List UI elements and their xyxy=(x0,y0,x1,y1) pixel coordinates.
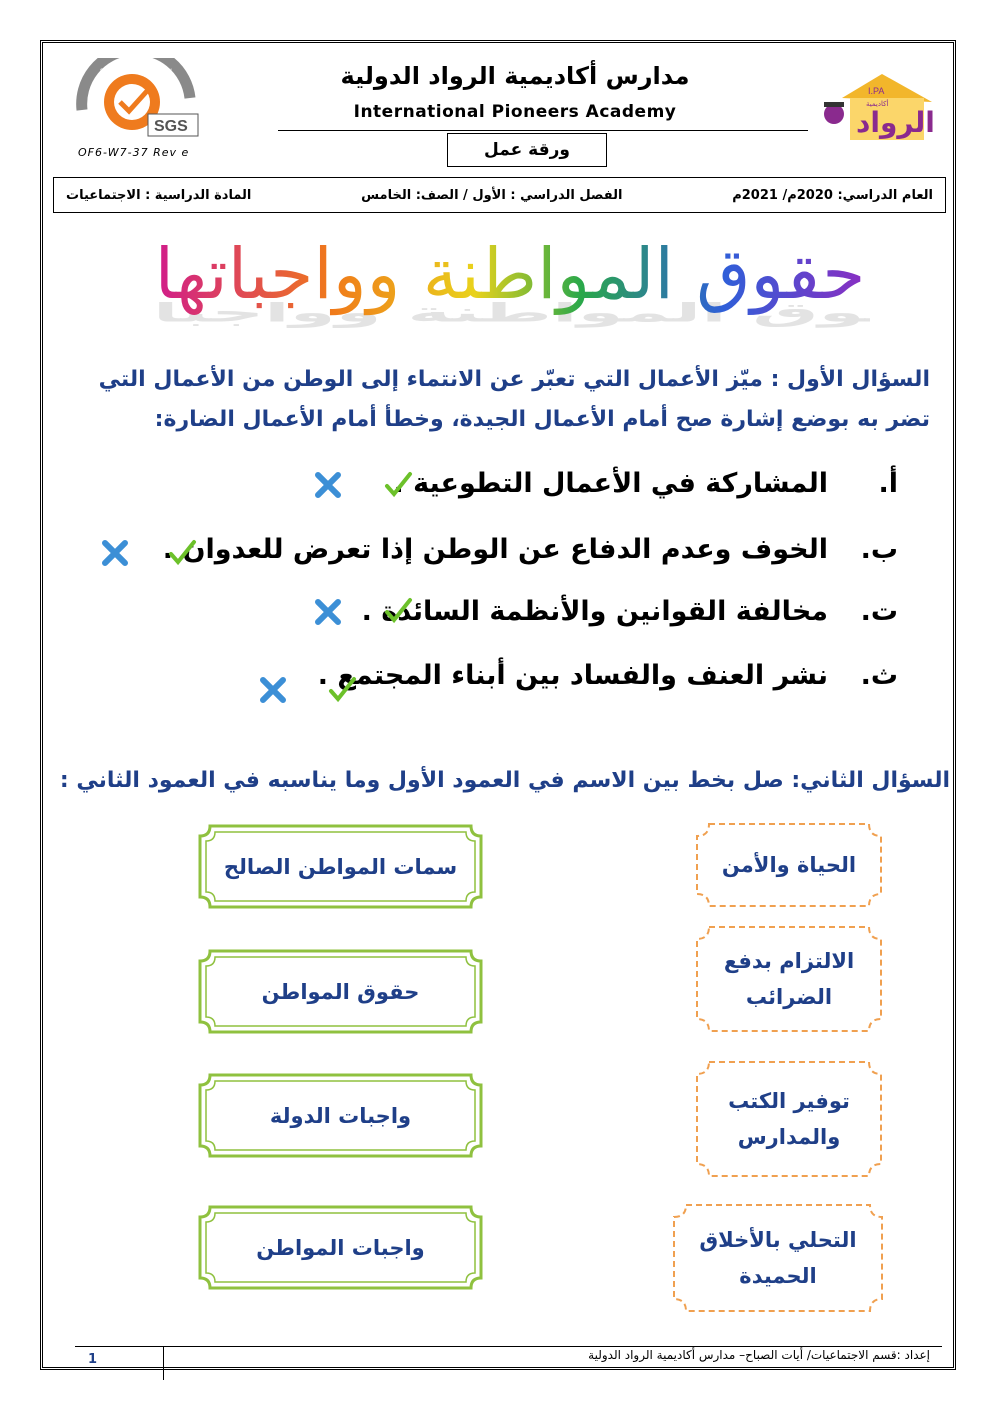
check-icon[interactable] xyxy=(383,596,413,626)
certification-logo xyxy=(72,58,202,143)
match-left-label: واجبات المواطن xyxy=(256,1235,425,1260)
q1-item-letter: ت. xyxy=(860,596,898,627)
q1-item-text: المشاركة في الأعمال التطوعية . xyxy=(393,468,828,499)
page-number: 1 xyxy=(88,1352,98,1367)
q1-item-letter: ب. xyxy=(860,534,898,565)
match-left-box[interactable] xyxy=(198,949,483,1034)
q1-item-letter: أ. xyxy=(878,468,898,499)
document-code: OF6-W7-37 Rev e xyxy=(78,146,190,159)
cert-logo-label: SGS xyxy=(154,118,188,135)
q1-item-a xyxy=(393,468,898,499)
q1-item-text: نشر العنف والفساد بين أبناء المجتمع . xyxy=(317,660,828,691)
cross-icon[interactable] xyxy=(258,675,288,705)
footer-divider xyxy=(75,1346,942,1347)
match-left-box[interactable] xyxy=(198,1205,483,1290)
question-2-text: السؤال الثاني: صل بخط بين الاسم في العمود الأول وما يناسبه في العمود الثاني : xyxy=(59,768,950,793)
match-right-label: التحلي بالأخلاق الحميدة xyxy=(699,1228,857,1288)
match-right-box[interactable] xyxy=(695,925,883,1033)
q1-item-t xyxy=(362,596,898,627)
cross-icon[interactable] xyxy=(100,538,130,568)
check-icon[interactable] xyxy=(167,538,197,568)
cross-icon[interactable] xyxy=(313,470,343,500)
q1-item-b xyxy=(163,534,898,565)
footer-credit: إعداد :قسم الاجتماعيات/ أيات الصباح– مدارس أكاديمية الرواد الدولية xyxy=(588,1348,930,1362)
footer-separator xyxy=(163,1346,164,1380)
match-right-box[interactable] xyxy=(695,1060,883,1178)
title-text: حقوق المواطنة وواجباتها xyxy=(154,233,866,315)
school-logo-small: I.PA xyxy=(868,86,885,96)
check-icon[interactable] xyxy=(383,470,413,500)
school-name-english: International Pioneers Academy xyxy=(353,102,677,122)
q1-item-text: مخالفة القوانين والأنظمة السائدة . xyxy=(361,596,828,627)
title-shadow: وق المواطنة وواجبا xyxy=(152,298,865,328)
cert-iso-label: ISO 9001 xyxy=(74,112,100,118)
info-bar xyxy=(53,177,946,213)
question-1-text: السؤال الأول : ميّز الأعمال التي تعبّر عن الانتماء إلى الوطن من الأعمال التي تضر به بوضع إشارة صح أمام الأعمال الجيدة، وخطأ أمام الأعمال الضارة: xyxy=(98,367,930,432)
school-logo-sub: أكاديمية xyxy=(866,100,889,108)
school-logo-text: الرواد xyxy=(856,106,935,139)
cert-ring-label: SYSTEM CERTIFICATION xyxy=(100,69,172,75)
match-right-label: الالتزام بدفع الضرائب xyxy=(723,949,855,1009)
header-divider xyxy=(278,130,808,131)
match-left-label: حقوق المواطن xyxy=(261,979,420,1004)
school-logo xyxy=(812,68,937,148)
q1-item-letter: ث. xyxy=(860,660,898,691)
term-grade-label: الفصل الدراسي : الأول / الصف: الخامس xyxy=(361,187,623,203)
match-right-label: الحياة والأمن xyxy=(721,853,857,877)
cross-icon[interactable] xyxy=(313,597,343,627)
match-left-box[interactable] xyxy=(198,824,483,909)
q1-item-th xyxy=(318,660,898,691)
match-right-box[interactable] xyxy=(695,822,883,908)
q1-item-text: الخوف وعدم الدفاع عن الوطن إذا تعرض للعدوان . xyxy=(162,534,828,565)
subject-label: المادة الدراسية : الاجتماعيات xyxy=(66,187,252,203)
match-right-box[interactable] xyxy=(672,1203,884,1313)
worksheet-title xyxy=(150,218,870,328)
worksheet-label: ورقة عمل xyxy=(447,133,607,167)
match-left-label: سمات المواطن الصالح xyxy=(223,854,458,879)
match-left-box[interactable] xyxy=(198,1073,483,1158)
match-left-label: واجبات الدولة xyxy=(269,1103,412,1128)
school-name-arabic: مدارس أكاديمية الرواد الدولية xyxy=(340,62,690,90)
check-icon[interactable] xyxy=(327,675,357,705)
match-right-label: توفير الكتب والمدارس xyxy=(728,1089,850,1149)
year-label: العام الدراسي: 2020م/ 2021م xyxy=(732,187,933,203)
